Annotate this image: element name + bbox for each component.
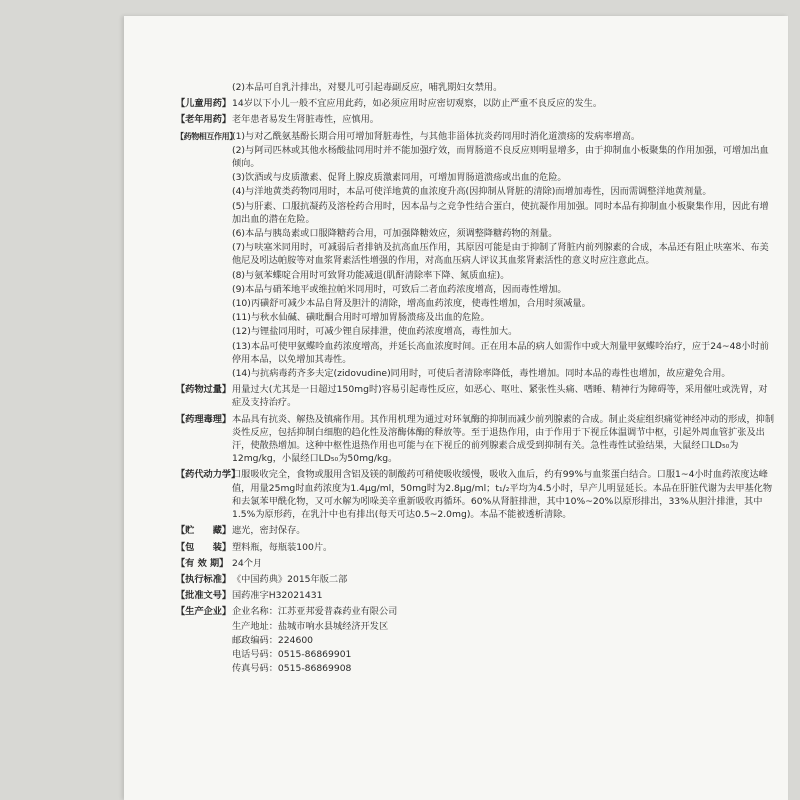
section-label: 【药代动力学】 [176,469,241,481]
leaflet-section [176,541,776,555]
section-body [232,557,776,571]
section-paragraph: 传真号码：0515-86869908 [232,663,352,675]
section-body [232,605,776,676]
section-paragraph: (7)与呋塞米同用时，可减弱后者排钠及抗高血压作用，其原因可能是由于抑制了肾脏内前列腺素的合成，本品还有阻止呋塞米、布美他尼及吲达帕胺等对血浆肾素活性增强的作用，对高血压病人评议其血浆肾素活性的意义时应注意此点。 [232,242,769,267]
leaflet-section [176,97,776,111]
section-paragraph: (13)本品可使甲氨蝶呤血药浓度增高，并延长高血浓度时间。正在用本品的病人如需作中或大剂量甲氨蝶呤治疗，应于24~48小时前停用本品，以免增加其毒性。 [232,340,769,365]
section-paragraph: (2)与阿司匹林或其他水杨酸盐同用时并不能加强疗效，而胃肠道不良反应则明显增多，由于抑制血小板聚集的作用加强，可增加出血倾向。 [232,144,769,170]
section-label: 【药物相互作用】 [176,131,237,141]
leaflet-section [176,383,776,410]
section-paragraph: 用量过大(尤其是一日超过150mg时)容易引起毒性反应，如恶心、呕吐、紧张性头痛、嗜睡、精神行为障碍等，采用催吐或洗胃，对症及支持治疗。 [232,384,768,409]
leaflet-section [176,524,776,538]
section-paragraph: (3)饮酒或与皮质激素、促肾上腺皮质激素同用，可增加胃肠道溃疡或出血的危险。 [232,172,567,184]
leaflet-section [176,130,776,382]
section-paragraph: 塑料瓶，每瓶装100片。 [232,541,333,553]
leaflet-section [176,589,776,603]
section-body [232,573,776,587]
section-body [232,541,776,555]
section-paragraph: (12)与锂盐同用时，可减少锂自尿排泄，使血药浓度增高，毒性加大。 [232,326,518,338]
section-paragraph: 邮政编码：224600 [232,634,314,646]
section-label: 【药物过量】 [176,384,232,396]
section-paragraph: 本品具有抗炎、解热及镇痛作用。其作用机理为通过对环氧酶的抑制而减少前列腺素的合成。制止炎症组织痛觉神经冲动的形成，抑制炎性反应，包括抑制白细胞的趋化性及溶酶体酶的释放等。至于退热作用，由于作用于下视丘体温调节中枢，引起外周血管扩张及出汗，使散热增加。这种中枢性退热作用也可能与在下视丘的前列腺素合成受到抑制有关。急性毒性试验结果，大鼠经口LD₅₀为12mg/kg，小鼠经口LD₅₀为50mg/kg。 [232,413,775,465]
section-body [232,589,776,603]
section-paragraph: 口服吸收完全，食物或服用含铝及镁的制酸药可稍使吸收缓慢，吸收入血后，约有99%与血浆蛋白结合。口服1~4小时血药浓度达峰值，用量25mg时血药浓度为1.4μg/ml，50mg时为2.8μg/ml；t₁/₂平均为4.5小时，早产儿明显延长。本品在肝脏代谢为去甲基化物和去氯苯甲酰化物，又可水解为吲哚美辛重新吸收再循环。60%从肾脏排泄，其中10%~20%以原形排出，33%从胆汁排泄，其中1.5%为原形药，在乳汁中也有排出(每天可达0.5~2.0mg)。本品不能被透析清除。 [232,469,773,521]
section-label: 【批准文号】 [176,590,232,602]
section-body [232,468,776,522]
leaflet-section [176,573,776,587]
section-paragraph: 企业名称：江苏亚邦爱普森药业有限公司 [232,606,398,618]
leaflet-section [176,557,776,571]
section-label: 【执行标准】 [176,573,232,585]
section-label: 【包 装】 [176,541,232,553]
section-paragraph: 遮光，密封保存。 [232,525,306,537]
leaflet-section [176,468,776,522]
leaflet-section [176,605,776,676]
section-paragraph: 24个月 [232,557,263,569]
section-paragraph: (1)与对乙酰氨基酚长期合用可增加肾脏毒性，与其他非甾体抗炎药同用时消化道溃疡的发病率增高。 [232,130,641,142]
drug-leaflet [176,81,776,676]
section-body [232,81,776,95]
section-paragraph: 国药准字H32021431 [232,590,323,602]
section-paragraph: (6)本品与胰岛素或口服降糖药合用，可加强降糖效应，须调整降糖药物的剂量。 [232,228,558,240]
leaflet-section [176,413,776,467]
section-paragraph: (8)与氨苯蝶啶合用时可致肾功能减退(肌酐清除率下降、氮质血症)。 [232,269,510,281]
section-paragraph: (10)丙磺舒可减少本品自肾及胆汁的清除，增高血药浓度，使毒性增加，合用时须减量。 [232,298,591,310]
section-body [232,383,776,410]
section-paragraph: (4)与洋地黄类药物同用时，本品可使洋地黄的血浓度升高(因抑制从肾脏的清除)而增加毒性，因而需调整洋地黄剂量。 [232,186,712,198]
section-body [232,413,776,467]
section-body [232,524,776,538]
section-paragraph: (2)本品可自乳汁排出，对婴儿可引起毒副反应，哺乳期妇女禁用。 [232,82,503,93]
section-label: 【药理毒理】 [176,413,232,425]
leaflet-section [176,113,776,127]
section-paragraph: 老年患者易发生肾脏毒性，应慎用。 [232,114,379,126]
section-label: 【有 效 期】 [176,557,229,569]
section-paragraph: 《中国药典》2015年版二部 [232,573,348,585]
section-body [232,113,776,127]
section-body [232,97,776,111]
section-paragraph: 生产地址：盐城市响水县城经济开发区 [232,620,389,632]
section-label: 【老年用药】 [176,114,232,126]
section-body [232,130,776,382]
section-paragraph: 电话号码：0515-86869901 [232,648,352,660]
section-label: 【贮 藏】 [176,525,232,537]
section-paragraph: (11)与秋水仙碱、磺吡酮合用时可增加胃肠溃疡及出血的危险。 [232,312,490,324]
section-paragraph: (5)与肝素、口服抗凝药及溶栓药合用时，因本品与之竞争性结合蛋白，使抗凝作用加强。同时本品有抑制血小板聚集作用，因此有增加出血的潜在危险。 [232,200,769,225]
leaflet-section [176,81,776,95]
section-paragraph: 14岁以下小儿一般不宜应用此药，如必须应用时应密切观察，以防止严重不良反应的发生。 [232,98,603,110]
section-label: 【儿童用药】 [176,98,232,110]
section-paragraph: (9)本品与硝苯地平或维拉帕米同用时，可致后二者血药浓度增高，因而毒性增加。 [232,283,567,295]
section-label: 【生产企业】 [176,606,232,618]
section-paragraph: (14)与抗病毒药齐多夫定(zidovudine)同用时，可使后者清除率降低，毒性增加。同时本品的毒性也增加，故应避免合用。 [232,368,731,380]
